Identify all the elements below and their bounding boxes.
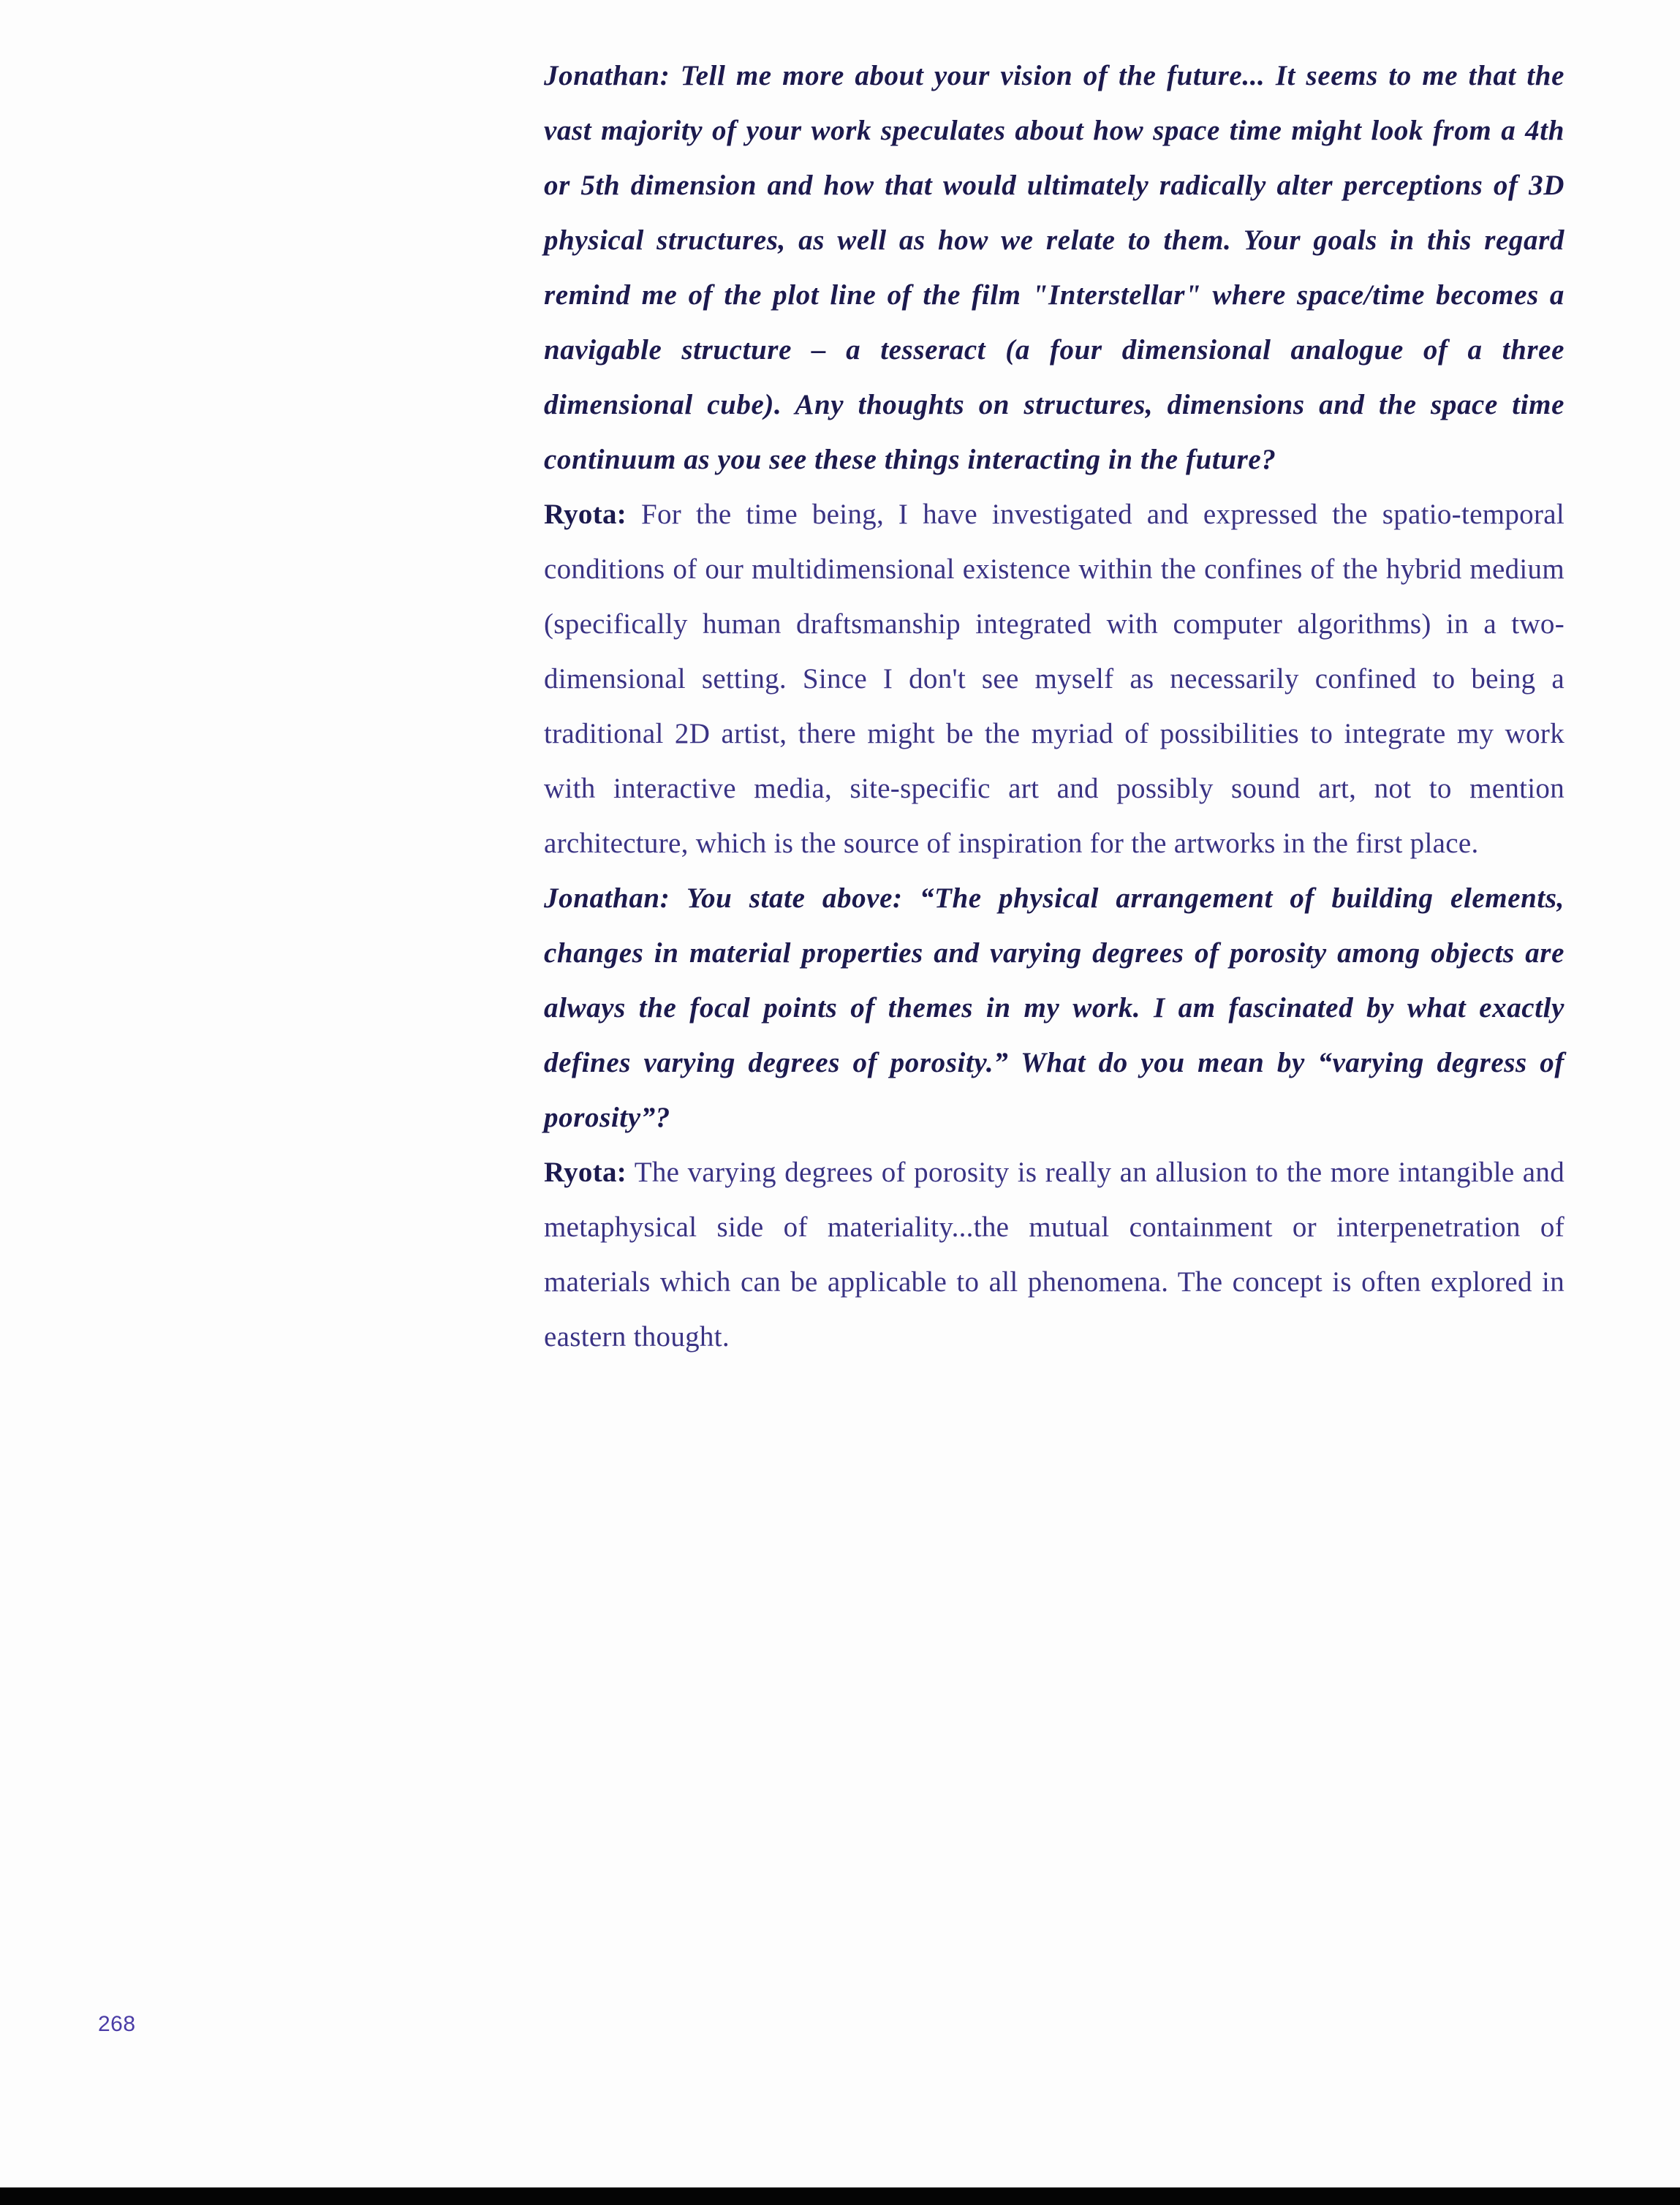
answer-speaker: Ryota:	[544, 499, 627, 530]
page-number: 268	[98, 2012, 136, 2036]
interview-text-column	[544, 48, 1564, 1364]
question-text: Jonathan: You state above: “The physical arrangement of building elements, changes in material properties and varying degrees of porosity among objects are always the focal points of themes in my work. I am fascinated by what exactly defines varying degrees of porosity.” What do you mean by “varying degress of porosity”?	[544, 882, 1564, 1133]
interview-answer	[544, 1145, 1564, 1364]
answer-text: The varying degrees of porosity is really an allusion to the more intangible and metaphysical side of materiality...the mutual containment or interpenetration of materials which can be applicable to all phenomena. The concept is often explored in eastern thought.	[544, 1157, 1564, 1353]
answer-text: For the time being, I have investigated and expressed the spatio-temporal conditions of our multidimensional existence within the confines of the hybrid medium (specifically human draftsmanship integrated with computer algorithms) in a two-dimensional setting. Since I don't see myself as necessarily confined to being a traditional 2D artist, there might be the myriad of possibilities to integrate my work with interactive media, site-specific art and possibly sound art, not to mention architecture, which is the source of inspiration for the artworks in the first place.	[544, 499, 1564, 859]
scan-bottom-edge	[0, 2187, 1680, 2205]
interview-question	[544, 48, 1564, 487]
answer-speaker: Ryota:	[544, 1157, 627, 1188]
question-text: Jonathan: Tell me more about your vision of the future... It seems to me that the vast majority of your work speculates about how space time might look from a 4th or 5th dimension and how that would ultimately radically alter perceptions of 3D physical structures, as well as how we relate to them. Your goals in this regard remind me of the plot line of the film "Interstellar" where space/time becomes a navigable structure – a tesseract (a four dimensional analogue of a three dimensional cube). Any thoughts on structures, dimensions and the space time continuum as you see these things interacting in the future?	[544, 60, 1564, 475]
interview-question	[544, 871, 1564, 1145]
interview-answer	[544, 487, 1564, 871]
